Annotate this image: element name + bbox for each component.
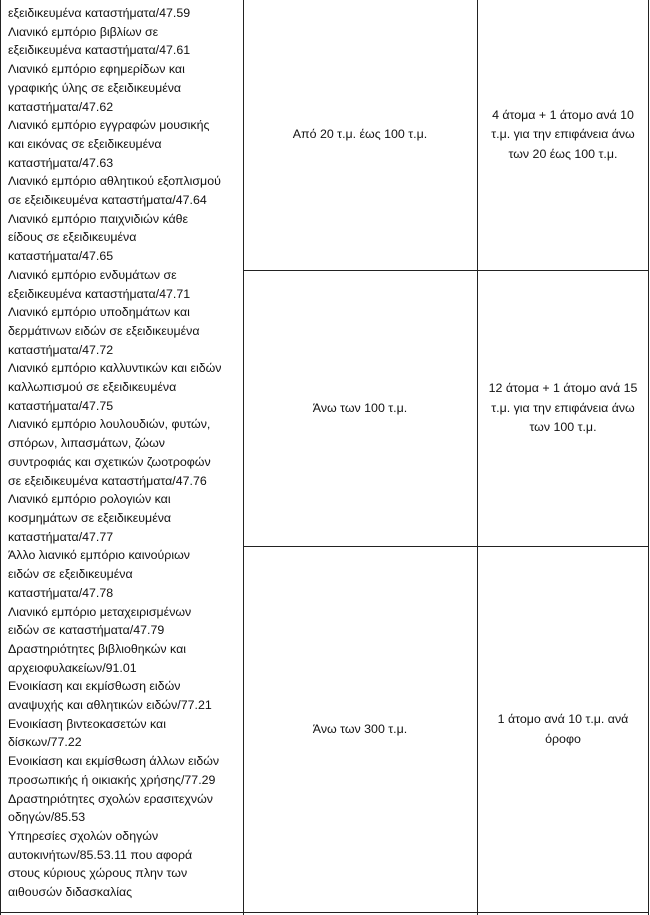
activity-line: Δραστηριότητες βιβλιοθηκών και bbox=[8, 641, 187, 656]
activity-line: Λιανικό εμπόριο ενδυμάτων σε bbox=[8, 267, 177, 282]
activity-line: Λιανικό εμπόριο βιβλίων σε bbox=[8, 24, 159, 39]
activity-line: καλλωπισμού σε εξειδικευμένα bbox=[8, 380, 177, 395]
staff-cell-row-1 bbox=[478, 0, 648, 270]
activity-line: Λιανικό εμπόριο ρολογιών και bbox=[8, 492, 171, 507]
activity-line: Λιανικό εμπόριο παιχνιδιών κάθε bbox=[8, 211, 189, 226]
activity-list-cell bbox=[8, 4, 243, 902]
activity-line: στους κύριους χώρους πλην των bbox=[8, 866, 188, 881]
activity-line: σε εξειδικευμένα καταστήματα/47.64 bbox=[8, 193, 207, 208]
activity-line: καταστήματα/47.62 bbox=[8, 99, 114, 114]
activity-line: ειδών σε καταστήματα/47.79 bbox=[8, 623, 165, 638]
activity-line: αυτοκινήτων/85.53.11 που αφορά bbox=[8, 847, 193, 862]
activity-line: Άλλο λιανικό εμπόριο καινούριων bbox=[8, 548, 190, 563]
activity-line: καταστήματα/47.77 bbox=[8, 529, 114, 544]
staff-line: τ.μ. για την επιφάνεια άνω bbox=[491, 127, 635, 142]
staff-line: των 20 έως 100 τ.μ. bbox=[508, 146, 618, 161]
activity-line: καταστήματα/47.75 bbox=[8, 398, 114, 413]
staff-line: 4 άτομα + 1 άτομο ανά 10 bbox=[492, 107, 634, 122]
activity-line: κοσμημάτων σε εξειδικευμένα bbox=[8, 510, 172, 525]
activity-line: σπόρων, λιπασμάτων, ζώων bbox=[8, 436, 165, 451]
activity-line: δίσκων/77.22 bbox=[8, 735, 82, 750]
staff-cell-row-3 bbox=[478, 547, 648, 912]
activity-line: Λιανικό εμπόριο υποδημάτων και bbox=[8, 305, 190, 320]
activity-line: Ενοικίαση βιντεοκασετών και bbox=[8, 716, 166, 731]
area-cell-row-2 bbox=[244, 271, 476, 546]
staff-line: όροφο bbox=[545, 731, 581, 746]
activity-line: Λιανικό εμπόριο μεταχειρισμένων bbox=[8, 604, 192, 619]
activity-line: και εικόνας σε εξειδικευμένα bbox=[8, 136, 162, 151]
activity-line: καταστήματα/47.78 bbox=[8, 585, 114, 600]
activity-line: Λιανικό εμπόριο καλλυντικών και ειδών bbox=[8, 361, 222, 376]
staff-text bbox=[488, 710, 639, 749]
activity-line: καταστήματα/47.63 bbox=[8, 155, 114, 170]
activity-line: Υπηρεσίες σχολών οδηγών bbox=[8, 828, 159, 843]
table-border-right bbox=[648, 0, 649, 915]
activity-line: είδους σε εξειδικευμένα bbox=[8, 230, 137, 245]
activity-line: Λιανικό εμπόριο εγγραφών μουσικής bbox=[8, 118, 210, 133]
activity-line: αρχειοφυλακείων/91.01 bbox=[8, 660, 137, 675]
activity-line: Ενοικίαση και εκμίσθωση ειδών bbox=[8, 679, 181, 694]
activity-line: ειδών σε εξειδικευμένα bbox=[8, 567, 133, 582]
activity-line: προσωπικής ή οικιακής χρήσης/77.29 bbox=[8, 772, 216, 787]
staff-cell-row-2 bbox=[478, 271, 648, 546]
activity-line: εξειδικευμένα καταστήματα/47.59 bbox=[8, 6, 191, 20]
activity-line: Δραστηριότητες σχολών ερασιτεχνών bbox=[8, 791, 213, 806]
activity-line: σε εξειδικευμένα καταστήματα/47.76 bbox=[8, 473, 207, 488]
staff-line: 1 άτομο ανά 10 τ.μ. ανά bbox=[497, 712, 629, 726]
activity-line: καταστήματα/47.72 bbox=[8, 342, 114, 357]
table-border-bottom bbox=[0, 912, 649, 913]
activity-line: εξειδικευμένα καταστήματα/47.71 bbox=[8, 286, 191, 301]
area-cell-row-1 bbox=[244, 0, 476, 270]
activity-line: Ενοικίαση και εκμίσθωση άλλων ειδών bbox=[8, 754, 220, 769]
activity-line: Λιανικό εμπόριο αθλητικού εξοπλισμού bbox=[8, 174, 221, 189]
area-cell-row-3 bbox=[244, 547, 476, 912]
staff-line: των 100 τ.μ. bbox=[529, 420, 597, 435]
staff-text bbox=[481, 106, 644, 165]
activity-line: οδηγών/85.53 bbox=[8, 810, 86, 825]
table-border-left bbox=[0, 0, 1, 915]
activity-line: γραφικής ύλης σε εξειδικευμένα bbox=[8, 80, 182, 95]
area-text: Άνω των 300 τ.μ. bbox=[312, 721, 408, 736]
activity-line: Λιανικό εμπόριο εφημερίδων και bbox=[8, 62, 185, 77]
staff-line: τ.μ. για την επιφάνεια άνω bbox=[491, 400, 635, 415]
activity-line: καταστήματα/47.65 bbox=[8, 249, 114, 264]
activity-line: δερμάτινων ειδών σε εξειδικευμένα bbox=[8, 323, 200, 338]
area-text: Από 20 τ.μ. έως 100 τ.μ. bbox=[292, 127, 428, 142]
staff-line: 12 άτομα + 1 άτομο ανά 15 bbox=[488, 381, 638, 396]
activity-line: Λιανικό εμπόριο λουλουδιών, φυτών, bbox=[8, 417, 211, 432]
activity-line: αναψυχής και αθλητικών ειδών/77.21 bbox=[8, 698, 212, 713]
activity-line: αιθουσών διδασκαλίας bbox=[8, 885, 133, 900]
area-text: Άνω των 100 τ.μ. bbox=[312, 400, 408, 415]
staff-text bbox=[479, 379, 648, 438]
activity-line: εξειδικευμένα καταστήματα/47.61 bbox=[8, 43, 191, 58]
activity-line: συντροφιάς και σχετικών ζωοτροφών bbox=[8, 454, 211, 469]
